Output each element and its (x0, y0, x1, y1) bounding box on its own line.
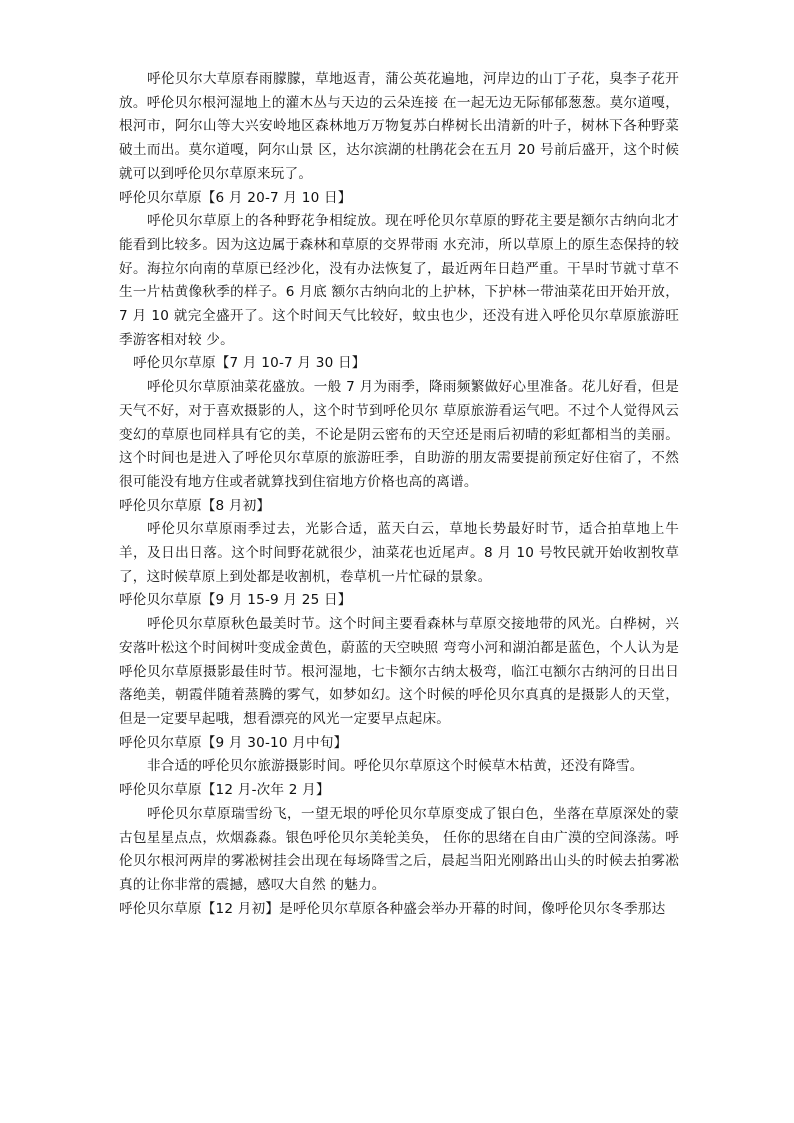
section-body-july: 呼伦贝尔草原油菜花盛放。一般 7 月为雨季，降雨频繁做好心里准备。花儿好看，但是天气不好，对于喜欢摄影的人，这个时节到呼伦贝尔 草原旅游看运气吧。不过个人觉得风云变幻的草原也同样具有它的美，不论是阴云密布的天空还是雨后初晴的彩虹都相当的美丽。这个时间也是进入了呼伦贝尔草原的旅游旺季，自助游的朋友需要提前预定好住宿了，不然很可能没有地方住或者就算找到住宿地方价格也高的离谱。 (119, 379, 679, 490)
section-body-winter: 呼伦贝尔草原瑞雪纷飞，一望无垠的呼伦贝尔草原变成了银白色，坐落在草原深处的蒙古包星星点点，炊烟淼淼。银色呼伦贝尔美轮美奂， 任你的思绪在自由广漠的空间涤荡。呼伦贝尔根河两岸的雾凇树挂会出现在每场降雪之后，晨起当阳光刚路出山头的时候去拍雾凇真的让你非常的震撼，感叹大自然 的魅力。 (119, 805, 679, 893)
section-heading-september: 呼伦贝尔草原【9 月 15-9 月 25 日】 (119, 592, 352, 609)
document-page (119, 68, 679, 921)
section-body-june: 呼伦贝尔草原上的各种野花争相绽放。现在呼伦贝尔草原的野花主要是额尔古纳向北才能看到比较多。因为这边属于森林和草原的交界带雨 水充沛，所以草原上的原生态保持的较好。海拉尔向南的草原已经沙化，没有办法恢复了，最近两年日趋严重。干旱时节就寸草不生一片枯黄像秋季的样子。6 月底 额尔古纳向北的上护林，下护林一带油菜花田开始开放，7 月 10 就完全盛开了。这个时间天气比较好，蚊虫也少，还没有进入呼伦贝尔草原旅游旺季游客相对较 少。 (119, 213, 679, 348)
section-body-august: 呼伦贝尔草原雨季过去，光影合适，蓝天白云，草地长势最好时节，适合拍草地上牛羊，及日出日落。这个时间野花就很少，油菜花也近尾声。8 月 10 号牧民就开始收割牧草了，这时候草原上到处都是收割机，卷草机一片忙碌的景象。 (119, 521, 679, 585)
section-heading-july: 呼伦贝尔草原【7 月 10-7 月 30 日】 (133, 355, 366, 372)
section-heading-june: 呼伦贝尔草原【6 月 20-7 月 10 日】 (119, 189, 352, 206)
section-heading-august: 呼伦贝尔草原【8 月初】 (119, 497, 271, 514)
section-heading-winter: 呼伦贝尔草原【12 月-次年 2 月】 (119, 782, 330, 799)
section-body-october: 非合适的呼伦贝尔旅游摄影时间。呼伦贝尔草原这个时候草木枯黄，还没有降雪。 (147, 758, 644, 775)
section-heading-october: 呼伦贝尔草原【9 月 30-10 月中旬】 (119, 734, 348, 751)
closing-line: 呼伦贝尔草原【12 月初】是呼伦贝尔草原各种盛会举办开幕的时间，像呼伦贝尔冬季那达 (119, 900, 666, 917)
intro-paragraph: 呼伦贝尔大草原春雨朦朦，草地返青，蒲公英花遍地，河岸边的山丁子花，臭李子花开放。呼伦贝尔根河湿地上的灌木丛与天边的云朵连接 在一起无边无际郁郁葱葱。莫尔道嘎，根河市，阿尔山等大兴安岭地区森林地万万物复苏白桦树长出清新的叶子，树林下各种野菜破土而出。莫尔道嘎，阿尔山景 区，达尔滨湖的杜鹃花会在五月 20 号前后盛开，这个时候就可以到呼伦贝尔草原来玩了。 (119, 71, 679, 182)
section-body-september: 呼伦贝尔草原秋色最美时节。这个时间主要看森林与草原交接地带的风光。白桦树，兴安落叶松这个时间树叶变成金黄色，蔚蓝的天空映照 弯弯小河和湖泊都是蓝色，个人认为是呼伦贝尔草原摄影最佳时节。根河湿地，七卡额尔古纳太极弯，临江屯额尔古纳河的日出日落绝美，朝霞伴随着蒸腾的雾气，如梦如幻。这个时候的呼伦贝尔真真的是摄影人的天堂，但是一定要早起哦，想看漂亮的风光一定要早点起床。 (119, 616, 679, 727)
